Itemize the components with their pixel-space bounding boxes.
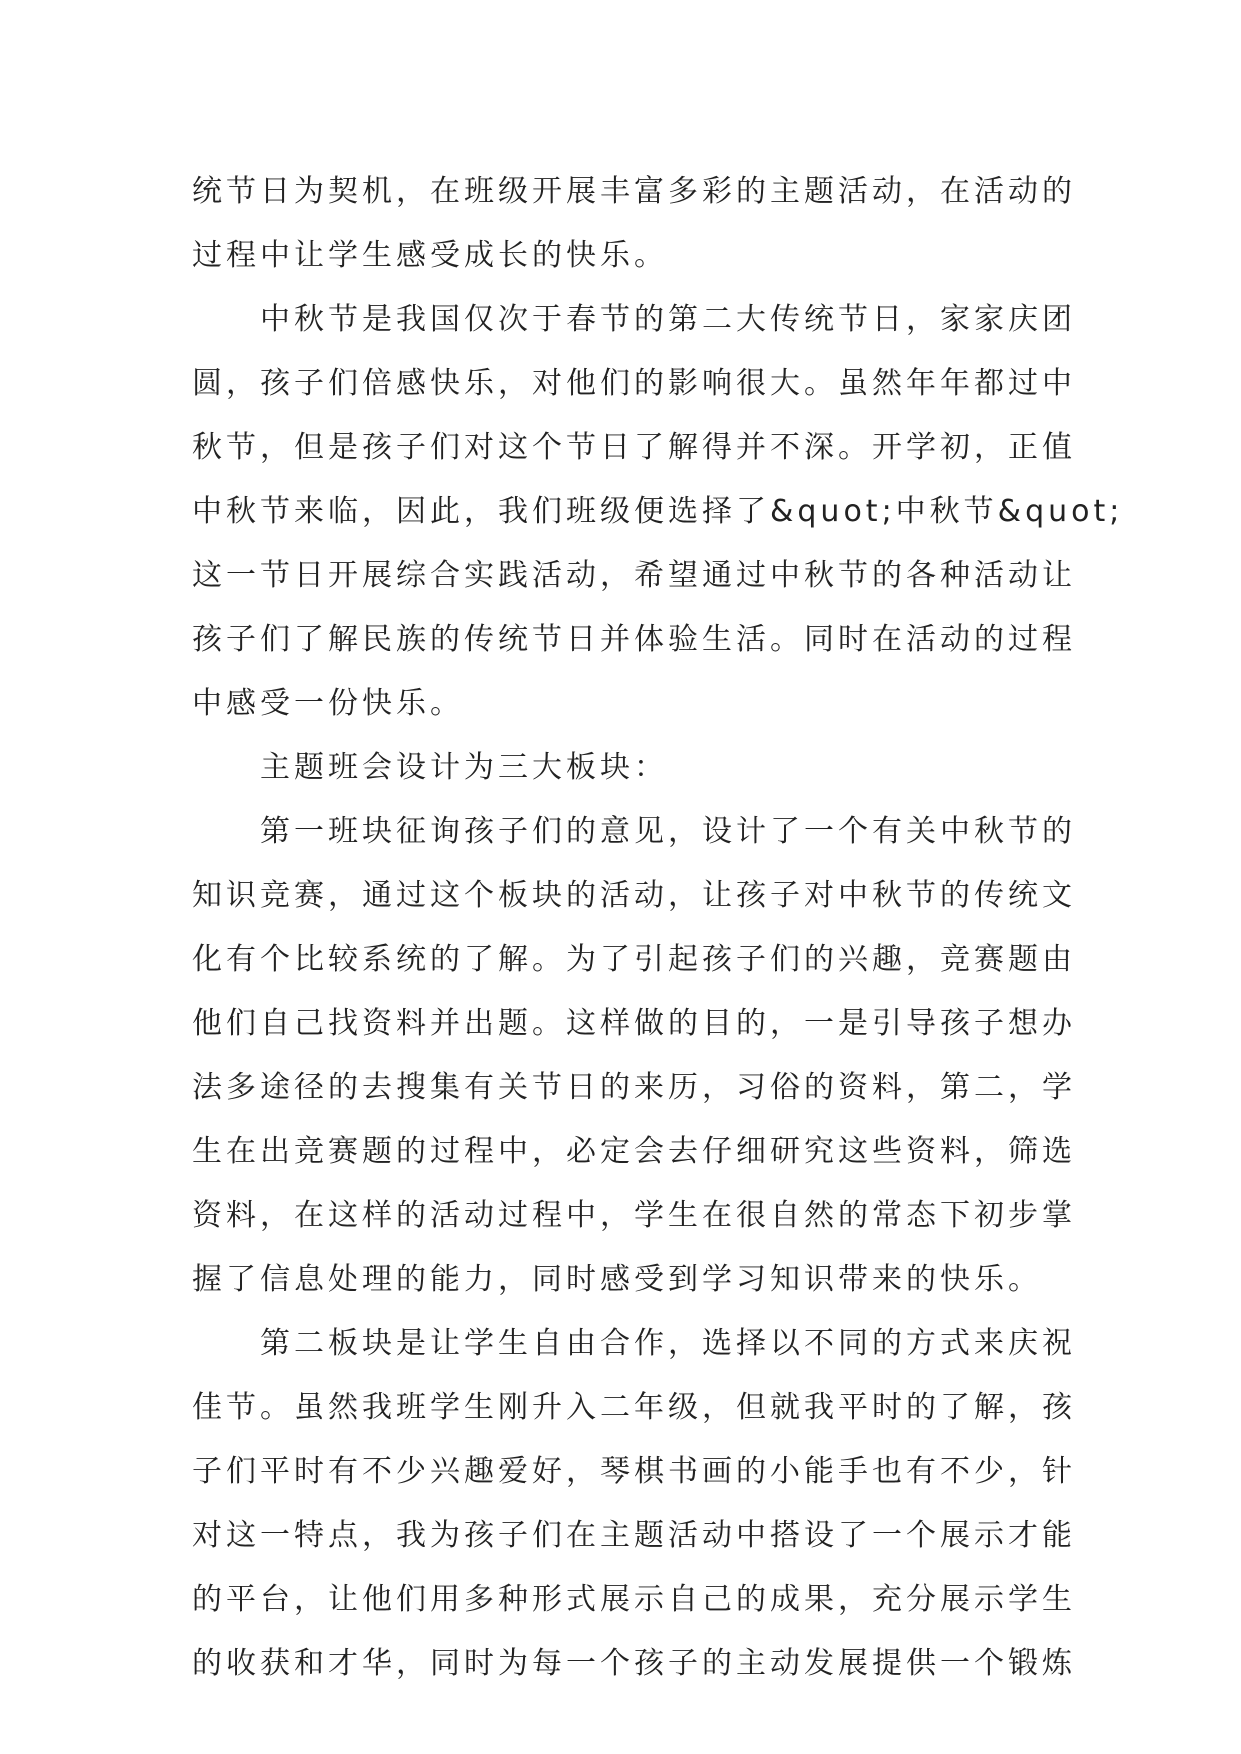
text-line: 中秋节来临，因此，我们班级便选择了&quot;中秋节&quot; [192, 494, 1124, 529]
text-line: 法多途径的去搜集有关节日的来历，习俗的资料，第二，学 [192, 1070, 1076, 1105]
text-line: 握了信息处理的能力，同时感受到学习知识带来的快乐。 [192, 1262, 1042, 1297]
body-text [192, 160, 1124, 1696]
text-line: 圆，孩子们倍感快乐，对他们的影响很大。虽然年年都过中 [192, 366, 1076, 401]
text-line: 主题班会设计为三大板块： [192, 750, 668, 785]
text-line: 子们平时有不少兴趣爱好，琴棋书画的小能手也有不少，针 [192, 1454, 1076, 1489]
text-line: 这一节日开展综合实践活动，希望通过中秋节的各种活动让 [192, 558, 1076, 593]
text-line: 过程中让学生感受成长的快乐。 [192, 238, 668, 273]
text-line: 统节日为契机，在班级开展丰富多彩的主题活动，在活动的 [192, 174, 1076, 209]
text-line: 的收获和才华，同时为每一个孩子的主动发展提供一个锻炼 [192, 1646, 1076, 1681]
text-line: 第二板块是让学生自由合作，选择以不同的方式来庆祝 [192, 1326, 1076, 1361]
text-line: 孩子们了解民族的传统节日并体验生活。同时在活动的过程 [192, 622, 1076, 657]
text-line: 化有个比较系统的了解。为了引起孩子们的兴趣，竞赛题由 [192, 942, 1076, 977]
text-line: 佳节。虽然我班学生刚升入二年级，但就我平时的了解，孩 [192, 1390, 1076, 1425]
text-line: 中秋节是我国仅次于春节的第二大传统节日，家家庆团 [192, 302, 1076, 337]
text-line: 他们自己找资料并出题。这样做的目的，一是引导孩子想办 [192, 1006, 1076, 1041]
text-line: 生在出竞赛题的过程中，必定会去仔细研究这些资料，筛选 [192, 1134, 1076, 1169]
text-line: 中感受一份快乐。 [192, 686, 464, 721]
text-line: 对这一特点，我为孩子们在主题活动中搭设了一个展示才能 [192, 1518, 1076, 1553]
text-line: 秋节，但是孩子们对这个节日了解得并不深。开学初，正值 [192, 430, 1076, 465]
text-line: 资料，在这样的活动过程中，学生在很自然的常态下初步掌 [192, 1198, 1076, 1233]
text-line: 知识竞赛，通过这个板块的活动，让孩子对中秋节的传统文 [192, 878, 1076, 913]
text-line: 的平台，让他们用多种形式展示自己的成果，充分展示学生 [192, 1582, 1076, 1617]
text-line: 第一班块征询孩子们的意见，设计了一个有关中秋节的 [192, 814, 1076, 849]
